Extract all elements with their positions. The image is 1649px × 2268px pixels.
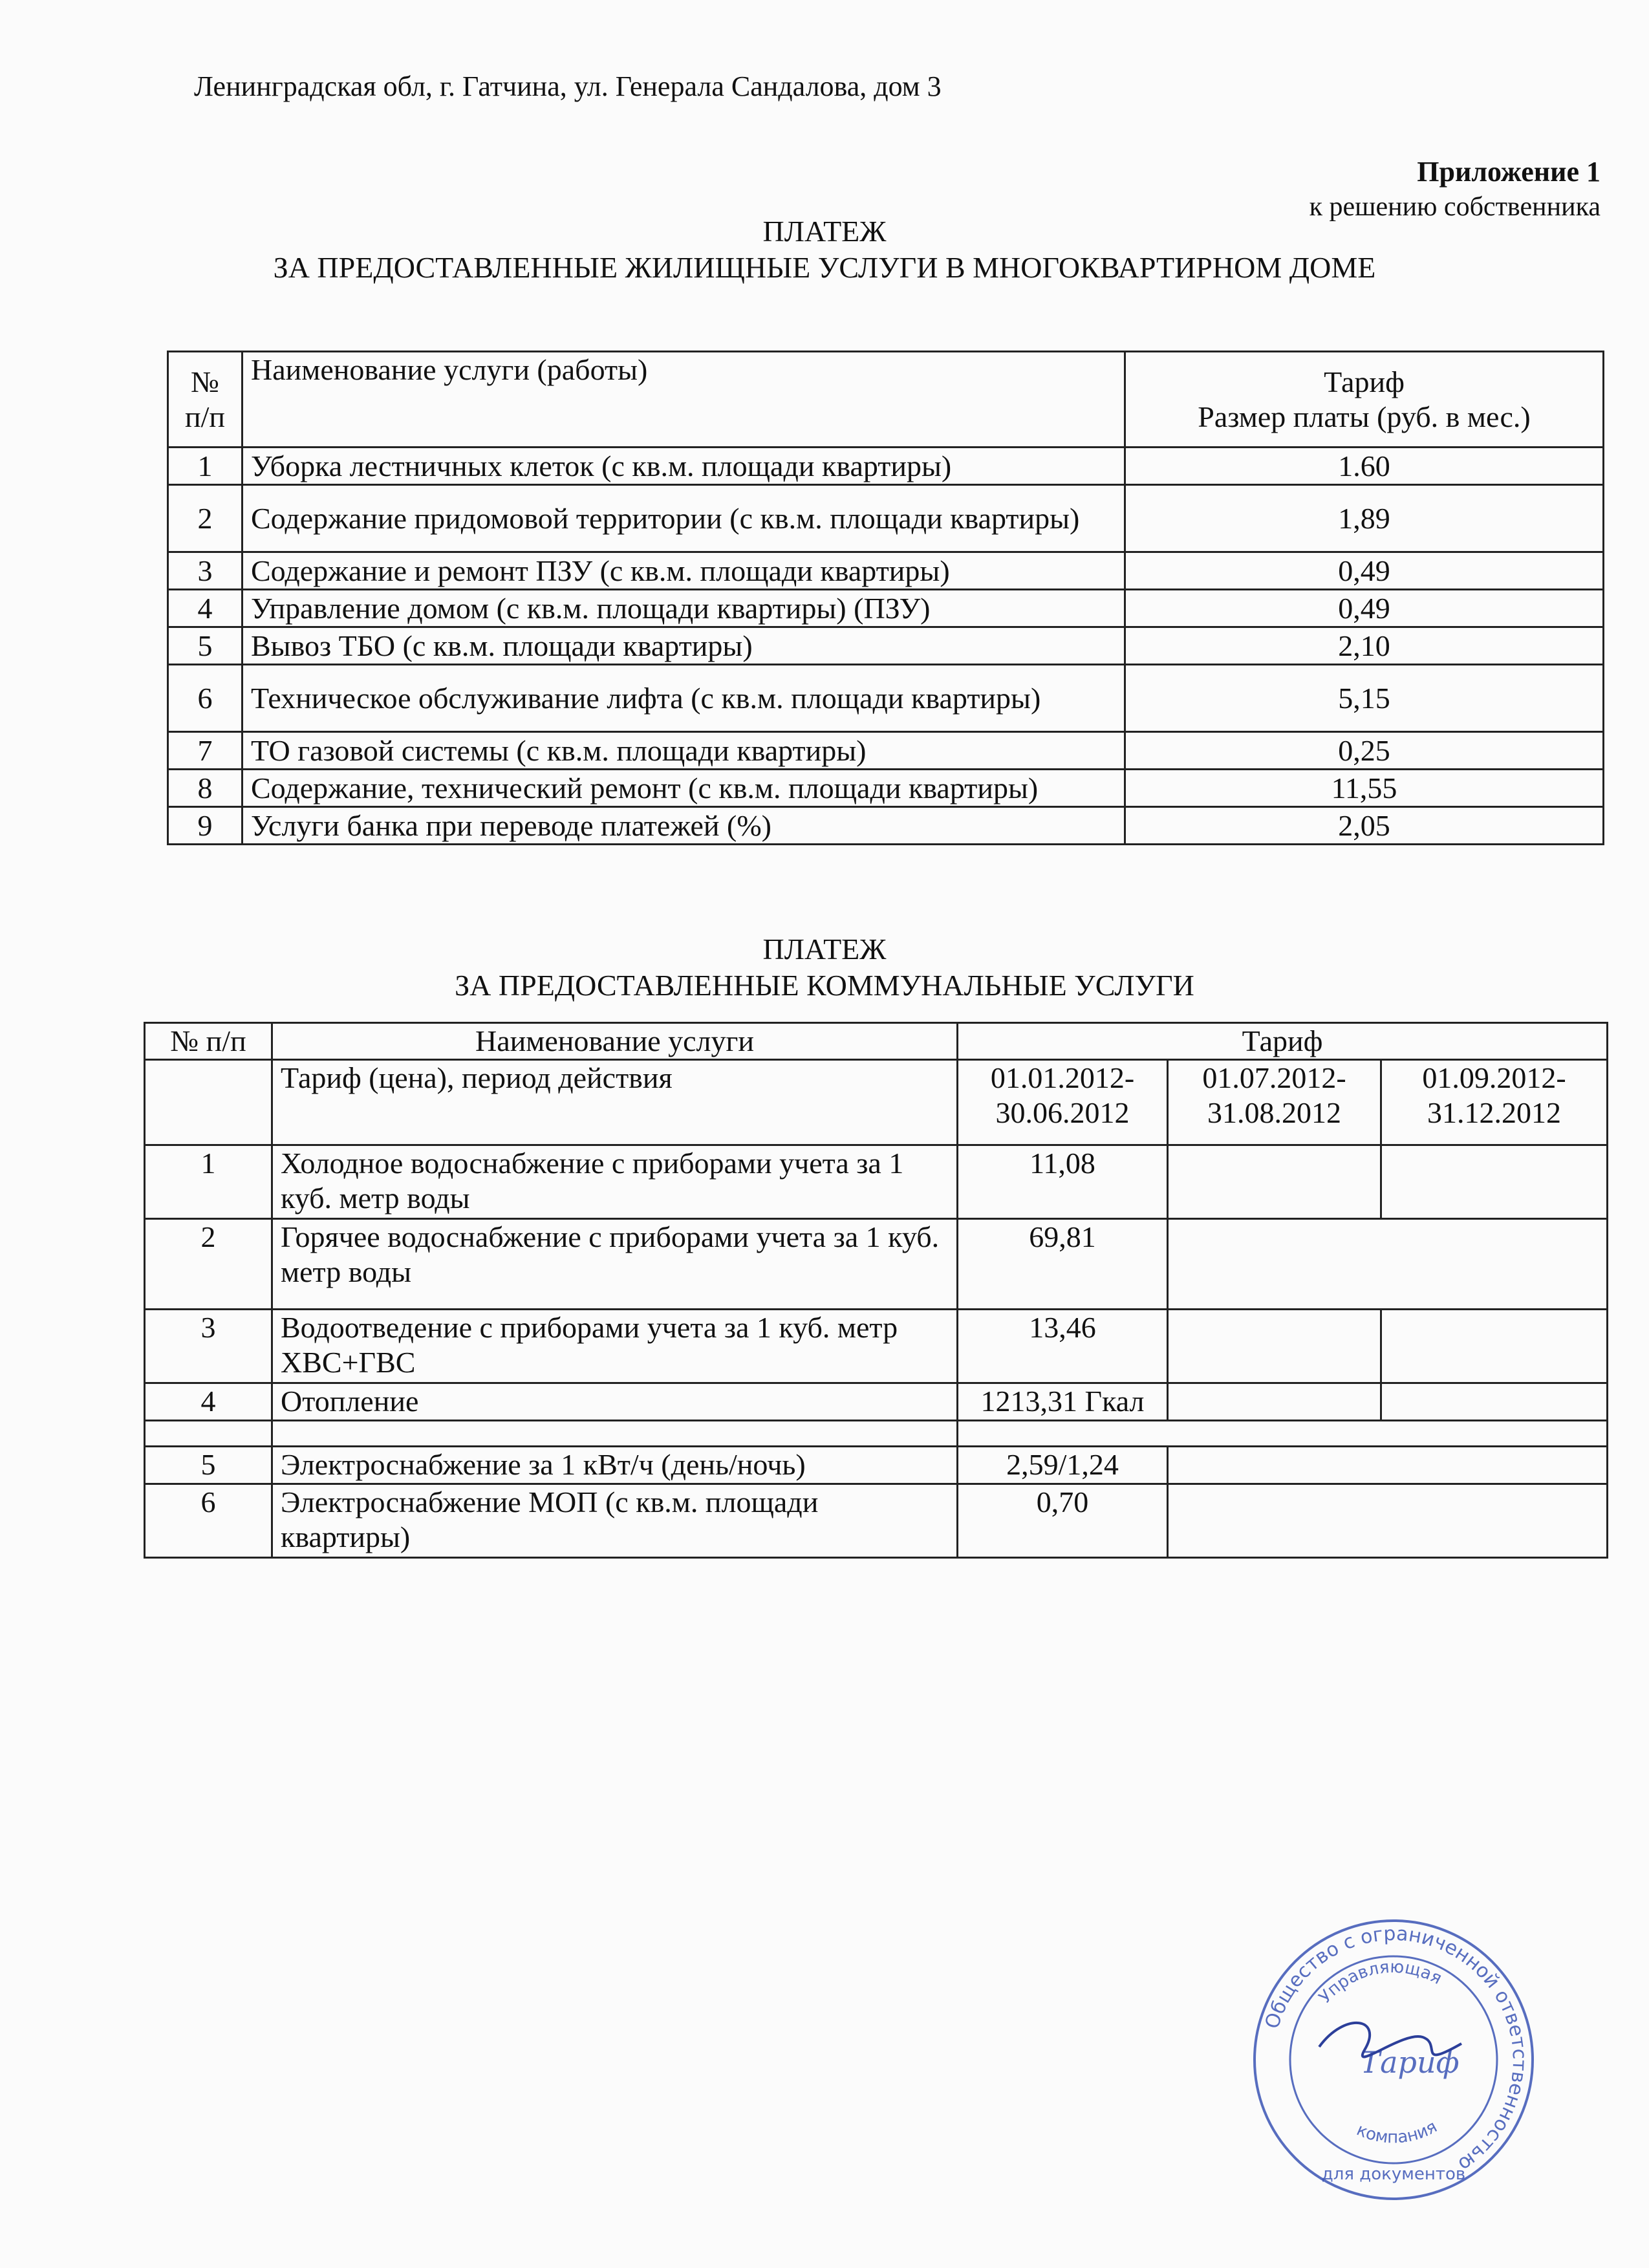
row-name: Содержание, технический ремонт (с кв.м. площади квартиры) [242, 770, 1125, 807]
row-name: Техническое обслуживание лифта (с кв.м. площади квартиры) [242, 665, 1125, 732]
header-tariff: Тариф [958, 1023, 1608, 1060]
table-row [145, 1310, 1608, 1383]
row-name: Электроснабжение МОП (с кв.м. площади квартиры) [272, 1484, 958, 1558]
row-tariff-empty [1168, 1383, 1381, 1421]
row-name: Электроснабжение за 1 кВт/ч (день/ночь) [272, 1447, 958, 1484]
header-tariff-line1: Тариф [1324, 365, 1405, 398]
row-tariff-empty [1168, 1145, 1381, 1219]
section2-title-line1: ПЛАТЕЖ [762, 933, 887, 966]
row-name: Содержание и ремонт ПЗУ (с кв.м. площади квартиры) [242, 552, 1125, 590]
table-row [168, 807, 1604, 845]
stamp-ring-text: Общество с ограниченной ответственностью [1260, 1922, 1531, 2176]
table-row [168, 552, 1604, 590]
row-num: 6 [145, 1484, 272, 1558]
row-tariff-empty [1168, 1310, 1381, 1383]
row-tariff: 1213,31 Гкал [958, 1383, 1168, 1421]
row-name: Содержание придомовой территории (с кв.м. площади квартиры) [242, 485, 1125, 552]
row-tariff-empty [1381, 1383, 1608, 1421]
section1-title-line1: ПЛАТЕЖ [762, 215, 887, 248]
table-row [145, 1219, 1608, 1310]
section1-title-line2: ЗА ПРЕДОСТАВЛЕННЫЕ ЖИЛИЩНЫЕ УСЛУГИ В МНОГОКВАРТИРНОМ ДОМЕ [273, 251, 1376, 284]
period-row [145, 1060, 1608, 1145]
row-num: 3 [145, 1310, 272, 1383]
header-num: № п/п [168, 352, 242, 448]
row-name: Услуги банка при переводе платежей (%) [242, 807, 1125, 845]
row-name: Холодное водоснабжение с приборами учета за 1 куб. метр воды [272, 1145, 958, 1219]
row-num: 2 [168, 485, 242, 552]
row-tariff: 1.60 [1125, 448, 1604, 485]
row-tariff: 0,25 [1125, 732, 1604, 770]
row-name: Водоотведение с приборами учета за 1 куб. метр ХВС+ГВС [272, 1310, 958, 1383]
row-tariff: 0,49 [1125, 552, 1604, 590]
period-num-empty [145, 1060, 272, 1145]
row-num: 8 [168, 770, 242, 807]
company-stamp [1248, 1914, 1539, 2205]
row-tariff: 2,59/1,24 [958, 1447, 1168, 1484]
header-tariff-line2: Размер платы (руб. в мес.) [1198, 400, 1531, 433]
document-address: Ленинградская обл, г. Гатчина, ул. Генерала Сандалова, дом 3 [194, 70, 942, 102]
row-tariff-empty [1168, 1484, 1608, 1558]
housing-services-table [167, 351, 1604, 845]
row-name: Вывоз ТБО (с кв.м. площади квартиры) [242, 627, 1125, 665]
table-header-row [168, 352, 1604, 448]
row-name: Управление домом (с кв.м. площади квартиры) (ПЗУ) [242, 590, 1125, 627]
row-name: Горячее водоснабжение с приборами учета за 1 куб. метр воды [272, 1219, 958, 1310]
row-num: 2 [145, 1219, 272, 1310]
row-num: 7 [168, 732, 242, 770]
table-row [168, 590, 1604, 627]
header-name: Наименование услуги (работы) [242, 352, 1125, 448]
table-header-row [145, 1023, 1608, 1060]
header-tariff [1125, 352, 1604, 448]
header-num: № п/п [145, 1023, 272, 1060]
section2-title-line2: ЗА ПРЕДОСТАВЛЕННЫЕ КОММУНАЛЬНЫЕ УСЛУГИ [455, 969, 1194, 1002]
row-tariff: 1,89 [1125, 485, 1604, 552]
header-name: Наименование услуги [272, 1023, 958, 1060]
row-tariff: 11,55 [1125, 770, 1604, 807]
table-row [168, 732, 1604, 770]
row-num: 4 [145, 1383, 272, 1421]
row-num: 9 [168, 807, 242, 845]
table-row [168, 627, 1604, 665]
row-name: ТО газовой системы (с кв.м. площади квартиры) [242, 732, 1125, 770]
row-num: 5 [168, 627, 242, 665]
section2-heading [0, 931, 1649, 1004]
row-tariff: 5,15 [1125, 665, 1604, 732]
row-tariff-empty [1381, 1145, 1608, 1219]
row-num: 1 [145, 1145, 272, 1219]
row-tariff-empty [1168, 1447, 1608, 1484]
table-row [145, 1447, 1608, 1484]
stamp-signature-text: Тариф [1360, 2045, 1460, 2080]
row-tariff: 0,49 [1125, 590, 1604, 627]
table-row-empty [145, 1421, 1608, 1447]
row-tariff: 11,08 [958, 1145, 1168, 1219]
row-tariff: 2,05 [1125, 807, 1604, 845]
row-name: Уборка лестничных клеток (с кв.м. площади квартиры) [242, 448, 1125, 485]
stamp-inner-top: Управляющая [1315, 1957, 1445, 2007]
table-row [168, 485, 1604, 552]
table-row [145, 1383, 1608, 1421]
period-3: 01.09.2012-31.12.2012 [1381, 1060, 1608, 1145]
table-row [168, 770, 1604, 807]
appendix-title: Приложение 1 [1417, 156, 1600, 188]
table-row [168, 448, 1604, 485]
row-tariff: 0,70 [958, 1484, 1168, 1558]
utility-services-table [144, 1022, 1608, 1559]
row-num: 6 [168, 665, 242, 732]
period-2: 01.07.2012-31.08.2012 [1168, 1060, 1381, 1145]
section1-heading [0, 213, 1649, 286]
row-tariff: 13,46 [958, 1310, 1168, 1383]
row-num: 4 [168, 590, 242, 627]
period-1: 01.01.2012-30.06.2012 [958, 1060, 1168, 1145]
appendix-subtitle: к решению собственника [1309, 192, 1600, 222]
row-tariff-empty [1168, 1219, 1608, 1310]
row-num: 3 [168, 552, 242, 590]
table-row [168, 665, 1604, 732]
table-row [145, 1484, 1608, 1558]
stamp-bottom-text: для документов [1321, 2165, 1466, 2184]
stamp-inner-bottom: компания [1353, 2117, 1441, 2148]
row-num: 5 [145, 1447, 272, 1484]
row-name: Отопление [272, 1383, 958, 1421]
row-tariff: 69,81 [958, 1219, 1168, 1310]
row-num: 1 [168, 448, 242, 485]
period-label: Тариф (цена), период действия [272, 1060, 958, 1145]
row-tariff-empty [1381, 1310, 1608, 1383]
table-row [145, 1145, 1608, 1219]
row-tariff: 2,10 [1125, 627, 1604, 665]
